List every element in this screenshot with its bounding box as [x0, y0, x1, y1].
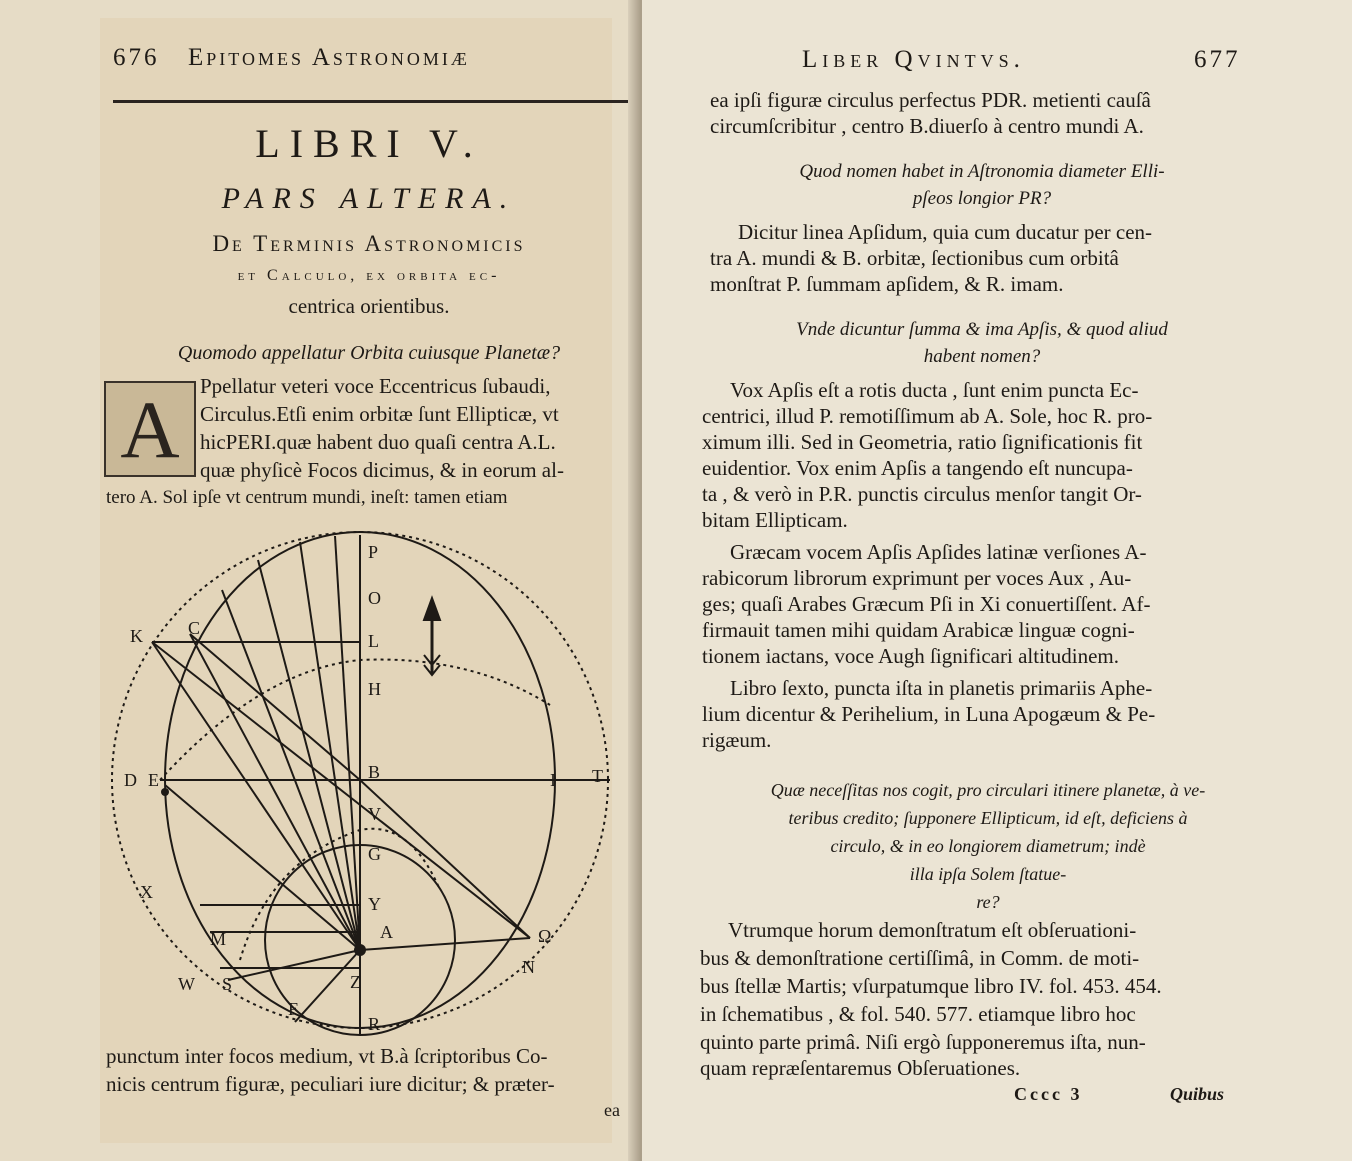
arrow-head	[424, 598, 440, 620]
label-K: K	[130, 626, 143, 646]
question-ellipse	[698, 776, 1278, 916]
q-line: re?	[976, 892, 1000, 912]
text-line: quinto parte primâ. Niſi ergò ſupponeremus iſta, nun-	[700, 1030, 1146, 1054]
signature-mark: Cccc 3	[1014, 1084, 1083, 1104]
book-title: LIBRI V.	[255, 121, 483, 166]
text-line: firmauit tamen mihi quidam Arabicæ linguæ cogni-	[702, 618, 1135, 642]
text-line: quam repræſentaremus Obſeruationes.	[700, 1056, 1021, 1080]
radius-line	[190, 634, 360, 950]
label-B: B	[368, 762, 381, 782]
q-line: Vnde dicuntur ſumma & ima Apſis, & quod aliud	[796, 319, 1168, 340]
bottom-line: nicis centrum figuræ, peculiari iure dicitur; & præter-	[106, 1072, 555, 1096]
text-line: rigæum.	[702, 728, 772, 752]
text-line: tra A. mundi & B. orbitæ, ſectionibus cum orbitâ	[710, 246, 1119, 270]
text-line: Libro ſexto, puncta iſta in planetis primariis Aphe-	[730, 676, 1153, 700]
radius-line	[360, 780, 530, 938]
part-title: PARS ALTERA.	[221, 182, 517, 215]
label-T: T	[592, 766, 603, 786]
text-line: circumſcribitur , centro B.diuerſo à centro mundi A.	[710, 114, 1144, 138]
drop-cap	[104, 381, 196, 477]
section-title-line2: et Calculo, ex orbita ec-	[237, 267, 501, 284]
para-line: Circulus.Etſi enim orbitæ ſunt Ellipticæ, vt	[200, 402, 559, 426]
para-line: Ppellatur veteri voce Eccentricus ſubaudi,	[200, 374, 551, 398]
label-C: C	[188, 618, 201, 638]
section-title-line3: centrica orientibus.	[288, 294, 450, 318]
q-line: illa ipſa Solem ſtatue-	[909, 864, 1067, 884]
label-omega: Ω	[538, 926, 552, 946]
section-title-line1: De Terminis Astronomicis	[212, 231, 526, 256]
label-E: E	[148, 770, 159, 790]
text-line: bus & demonſtratione certiſſimâ, in Comm. de moti-	[700, 946, 1140, 970]
text-line: Dicitur linea Apſidum, quia cum ducatur per cen-	[738, 220, 1153, 244]
question-diameter	[702, 158, 1262, 212]
q-line: habent nomen?	[923, 346, 1041, 367]
label-G: G	[368, 844, 381, 864]
text-line: in ſchematibus , & fol. 540. 577. etiamque libro hoc	[700, 1002, 1136, 1026]
radius-line	[228, 950, 360, 980]
para-line: tero A. Sol ipſe vt centrum mundi, ineſt: tamen etiam	[106, 487, 508, 508]
q-line: teribus credito; ſupponere Ellipticum, id eſt, deficiens à	[788, 808, 1188, 828]
label-R: R	[368, 1014, 381, 1034]
text-line: tionem iactans, voce Augh ſignificari altitudinem.	[702, 644, 1119, 668]
radius-line	[300, 542, 360, 950]
label-P: P	[368, 542, 379, 562]
text-line: ta , & verò in P.R. punctis circulus menſor tangit Or-	[702, 482, 1142, 506]
label-Y: Y	[368, 894, 381, 914]
label-F: F	[288, 999, 299, 1019]
radius-line	[152, 642, 360, 950]
question-orbita: Quomodo appellatur Orbita cuiusque Planetæ?	[177, 342, 561, 364]
dotted-arc	[240, 829, 440, 960]
q-line: pſeos longior PR?	[912, 188, 1052, 209]
dotted-arc	[160, 660, 550, 780]
text-line: Vox Apſis eſt a rotis ducta , ſunt enim puncta Ec-	[730, 378, 1139, 402]
left-running-head: Epitomes Astronomiæ	[188, 44, 470, 71]
q-line: circulo, & in eo longiorem diametrum; indè	[830, 836, 1146, 856]
text-line: Græcam vocem Apſis Apſides latinæ verſiones A-	[730, 540, 1147, 564]
label-I: I	[550, 770, 556, 790]
text-line: bitam Ellipticam.	[702, 508, 848, 532]
text-line: Vtrumque horum demonſtratum eſt obſeruationi-	[728, 918, 1137, 942]
left-page	[0, 0, 642, 1161]
radius-line	[258, 560, 360, 950]
label-W: W	[178, 974, 195, 994]
label-S: S	[222, 974, 233, 994]
header-rule	[113, 100, 628, 103]
label-Z: Z	[350, 972, 361, 992]
q-line: Quod nomen habet in Aſtronomia diameter Elli-	[799, 161, 1165, 182]
label-O: O	[368, 588, 381, 608]
text-line: ges; quaſi Arabes Græcum Pſi in Xi conuertiſſent. Af-	[702, 592, 1151, 616]
sun-icon	[354, 944, 366, 956]
radius-line	[222, 590, 360, 950]
text-line: rabicorum librorum exprimunt per voces Aux , Au-	[702, 566, 1132, 590]
label-V: V	[368, 804, 381, 824]
focus-point	[161, 788, 169, 796]
radius-line	[165, 785, 360, 950]
label-H: H	[368, 679, 381, 699]
para-line: hicPERI.quæ habent duo quaſi centra A.L.	[200, 430, 556, 454]
radius-line	[335, 536, 360, 950]
text-line: ea ipſi figuræ circulus perfectus PDR. metienti cauſâ	[710, 88, 1151, 112]
radius-line	[152, 642, 530, 938]
text-line: bus ſtellæ Martis; vſurpatumque libro IV. fol. 453. 454.	[700, 974, 1162, 998]
label-A: A	[380, 922, 393, 942]
question-apsis	[702, 316, 1262, 370]
label-X: X	[140, 882, 153, 902]
text-line: ximum illi. Sed in Geometria, ratio ſignificationis fit	[702, 430, 1143, 454]
drop-cap-letter: A	[120, 384, 180, 475]
text-line: monſtrat P. ſummam apſidem, & R. imam.	[710, 272, 1064, 296]
catchword-right: Quibus	[1170, 1084, 1225, 1104]
bottom-line: punctum inter focos medium, vt B.à ſcriptoribus Co-	[106, 1044, 548, 1068]
label-D: D	[124, 770, 137, 790]
q-line: Quæ neceſſitas nos cogit, pro circulari itinere planetæ, à ve-	[770, 780, 1206, 800]
para-line: quæ phyſicè Focos dicimus, & in eorum al-	[200, 458, 564, 482]
ellipse-diagram	[110, 530, 620, 1040]
radius-line	[190, 634, 360, 780]
text-line: centrici, illud P. remotiſſimum ab A. Sole, hoc R. pro-	[702, 404, 1153, 428]
text-line: euidentior. Vox enim Apſis a tangendo eſt nuncupa-	[702, 456, 1133, 480]
right-page-number: 677	[1194, 46, 1241, 73]
right-page	[642, 0, 1352, 1161]
label-M: M	[210, 929, 227, 949]
label-L: L	[368, 631, 379, 651]
label-N: N	[522, 957, 535, 977]
text-line: lium dicentur & Perihelium, in Luna Apogæum & Pe-	[702, 702, 1156, 726]
left-page-number: 676	[113, 44, 160, 71]
right-running-head: Liber Qvintvs.	[802, 46, 1025, 73]
catchword-left: ea	[604, 1100, 620, 1120]
